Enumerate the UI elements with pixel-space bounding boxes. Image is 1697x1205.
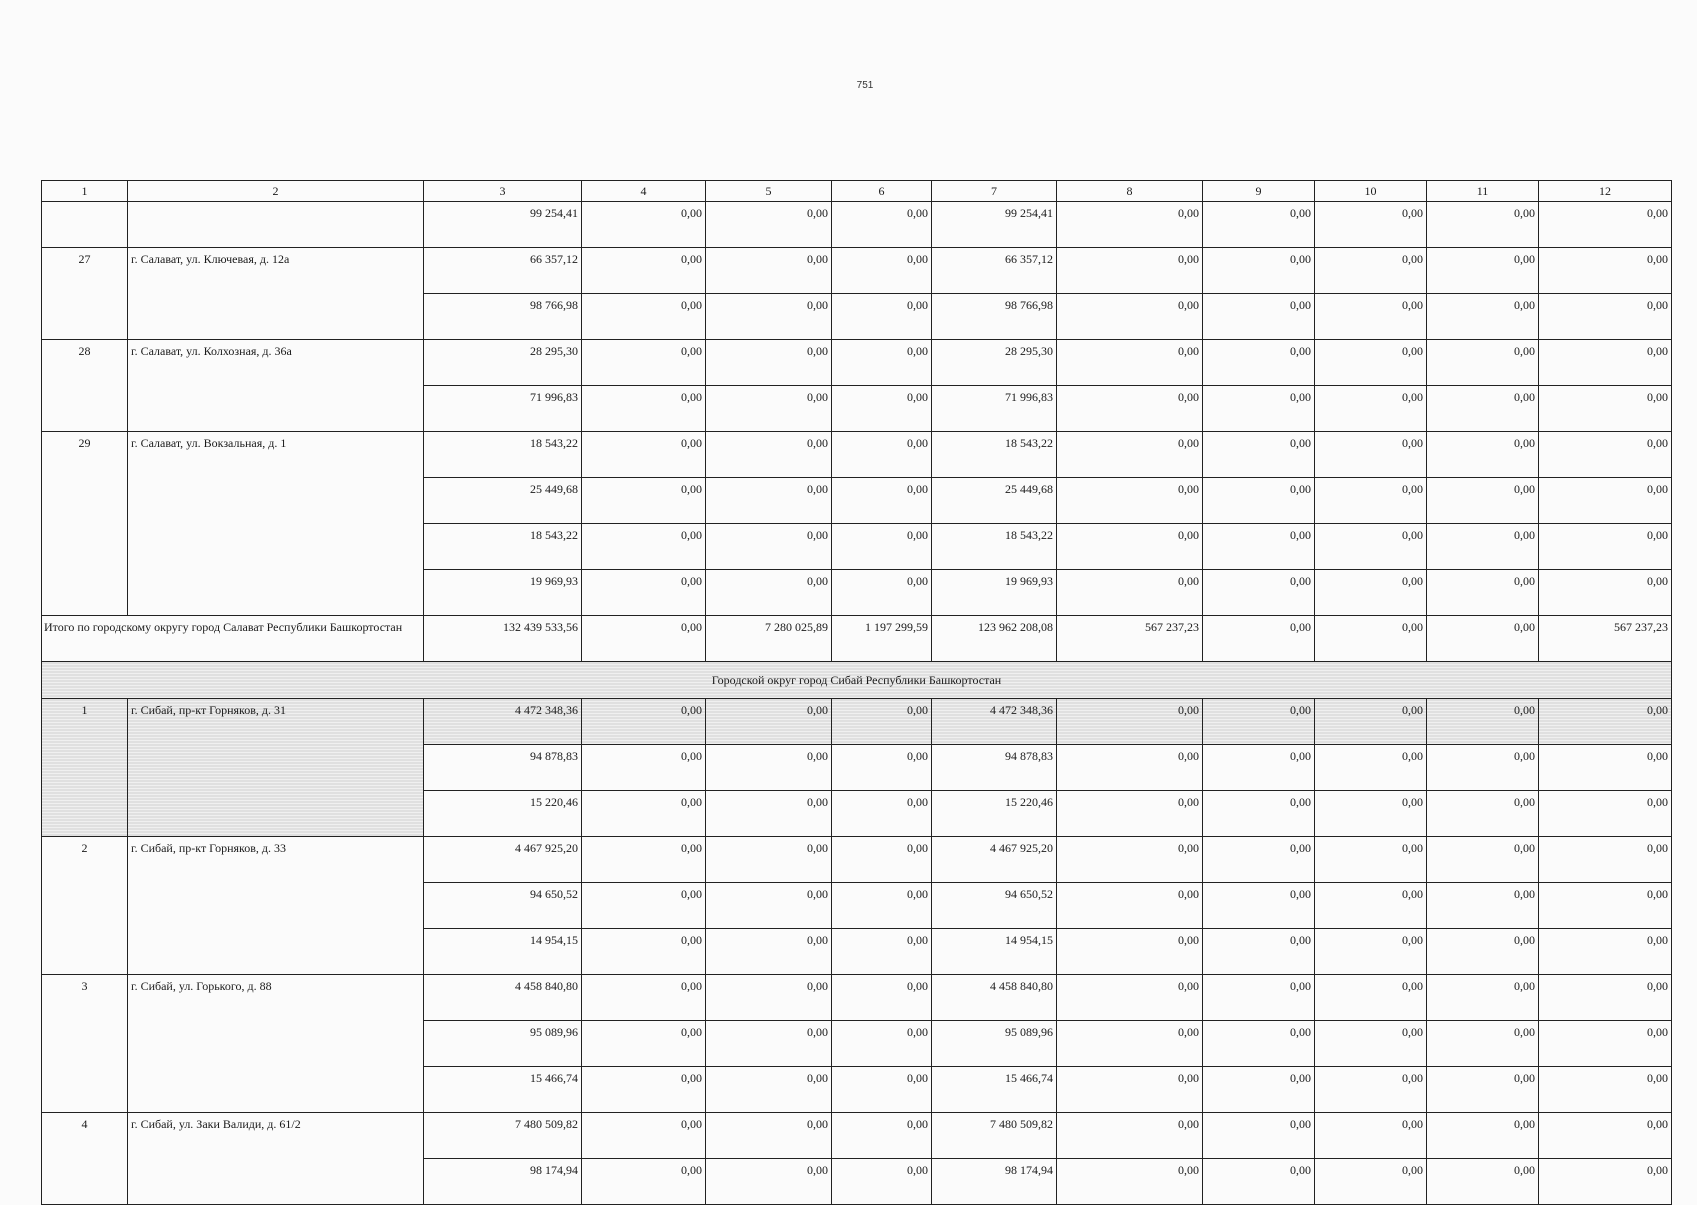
row-number: 1 bbox=[42, 699, 128, 837]
amount-cell: 0,00 bbox=[1203, 524, 1315, 570]
amount-cell: 0,00 bbox=[1057, 975, 1203, 1021]
column-header: 11 bbox=[1427, 181, 1539, 202]
amount-cell: 0,00 bbox=[1057, 1021, 1203, 1067]
column-header: 7 bbox=[932, 181, 1057, 202]
amount-cell: 0,00 bbox=[1315, 883, 1427, 929]
amount-cell: 15 466,74 bbox=[932, 1067, 1057, 1113]
amount-cell: 0,00 bbox=[1315, 745, 1427, 791]
address-cell bbox=[128, 202, 424, 248]
amount-cell: 0,00 bbox=[1427, 1067, 1539, 1113]
page-number: 751 bbox=[856, 80, 874, 91]
amount-cell: 0,00 bbox=[1315, 616, 1427, 662]
amount-cell: 99 254,41 bbox=[424, 202, 582, 248]
amount-cell: 0,00 bbox=[1203, 248, 1315, 294]
amount-cell: 0,00 bbox=[1315, 1021, 1427, 1067]
amount-cell: 71 996,83 bbox=[932, 386, 1057, 432]
amount-cell: 0,00 bbox=[582, 975, 706, 1021]
amount-cell: 0,00 bbox=[1539, 975, 1672, 1021]
amount-cell: 0,00 bbox=[706, 524, 832, 570]
row-number: 2 bbox=[42, 837, 128, 975]
amount-cell: 0,00 bbox=[1203, 294, 1315, 340]
amount-cell: 0,00 bbox=[832, 478, 932, 524]
amount-cell: 66 357,12 bbox=[932, 248, 1057, 294]
amount-cell: 0,00 bbox=[832, 929, 932, 975]
amount-cell: 19 969,93 bbox=[932, 570, 1057, 616]
amount-cell: 0,00 bbox=[1203, 1067, 1315, 1113]
amount-cell: 0,00 bbox=[1315, 432, 1427, 478]
row-number: 4 bbox=[42, 1113, 128, 1205]
amount-cell: 18 543,22 bbox=[424, 432, 582, 478]
amount-cell: 0,00 bbox=[1315, 340, 1427, 386]
column-header: 2 bbox=[128, 181, 424, 202]
amount-cell: 25 449,68 bbox=[424, 478, 582, 524]
amount-cell: 0,00 bbox=[1315, 929, 1427, 975]
amount-cell: 123 962 208,08 bbox=[932, 616, 1057, 662]
amount-cell: 0,00 bbox=[582, 745, 706, 791]
amount-cell: 28 295,30 bbox=[424, 340, 582, 386]
amount-cell: 0,00 bbox=[706, 340, 832, 386]
amount-cell: 0,00 bbox=[1539, 883, 1672, 929]
amount-cell: 0,00 bbox=[1057, 699, 1203, 745]
row-number: 27 bbox=[42, 248, 128, 340]
amount-cell: 0,00 bbox=[832, 1113, 932, 1159]
amount-cell: 0,00 bbox=[1315, 1113, 1427, 1159]
amount-cell: 0,00 bbox=[1539, 570, 1672, 616]
row-number: 29 bbox=[42, 432, 128, 616]
amount-cell: 0,00 bbox=[832, 248, 932, 294]
amount-cell: 0,00 bbox=[1539, 432, 1672, 478]
amount-cell: 0,00 bbox=[832, 524, 932, 570]
amount-cell: 95 089,96 bbox=[932, 1021, 1057, 1067]
amount-cell: 0,00 bbox=[706, 699, 832, 745]
amount-cell: 0,00 bbox=[1203, 745, 1315, 791]
address-cell: г. Сибай, ул. Горького, д. 88 bbox=[128, 975, 424, 1113]
amount-cell: 0,00 bbox=[706, 883, 832, 929]
amount-cell: 0,00 bbox=[1057, 1113, 1203, 1159]
amount-cell: 0,00 bbox=[1057, 524, 1203, 570]
amount-cell: 14 954,15 bbox=[424, 929, 582, 975]
amount-cell: 0,00 bbox=[1315, 791, 1427, 837]
amount-cell: 4 467 925,20 bbox=[424, 837, 582, 883]
amount-cell: 19 969,93 bbox=[424, 570, 582, 616]
amount-cell: 0,00 bbox=[582, 1021, 706, 1067]
amount-cell: 0,00 bbox=[832, 699, 932, 745]
amount-cell: 0,00 bbox=[832, 1021, 932, 1067]
amount-cell: 0,00 bbox=[1539, 294, 1672, 340]
amount-cell: 0,00 bbox=[1427, 745, 1539, 791]
amount-cell: 0,00 bbox=[582, 1113, 706, 1159]
address-cell: г. Салават, ул. Вокзальная, д. 1 bbox=[128, 432, 424, 616]
table-row bbox=[42, 975, 1672, 1021]
table-row bbox=[42, 1113, 1672, 1159]
column-header: 8 bbox=[1057, 181, 1203, 202]
amount-cell: 0,00 bbox=[1203, 616, 1315, 662]
amount-cell: 0,00 bbox=[582, 294, 706, 340]
amount-cell: 99 254,41 bbox=[932, 202, 1057, 248]
amount-cell: 0,00 bbox=[1427, 294, 1539, 340]
amount-cell: 15 220,46 bbox=[424, 791, 582, 837]
amount-cell: 4 472 348,36 bbox=[424, 699, 582, 745]
amount-cell: 0,00 bbox=[582, 432, 706, 478]
amount-cell: 132 439 533,56 bbox=[424, 616, 582, 662]
column-header: 5 bbox=[706, 181, 832, 202]
amount-cell: 0,00 bbox=[1203, 570, 1315, 616]
amount-cell: 0,00 bbox=[1057, 1067, 1203, 1113]
amount-cell: 0,00 bbox=[706, 791, 832, 837]
amount-cell: 0,00 bbox=[582, 1067, 706, 1113]
amount-cell: 0,00 bbox=[1427, 478, 1539, 524]
section-title: Городской округ город Сибай Республики Башкортостан bbox=[42, 662, 1672, 699]
amount-cell: 0,00 bbox=[1057, 1159, 1203, 1205]
amount-cell: 25 449,68 bbox=[932, 478, 1057, 524]
amount-cell: 94 650,52 bbox=[424, 883, 582, 929]
amount-cell: 0,00 bbox=[706, 294, 832, 340]
amount-cell: 15 220,46 bbox=[932, 791, 1057, 837]
amount-cell: 0,00 bbox=[1427, 837, 1539, 883]
amount-cell: 0,00 bbox=[832, 570, 932, 616]
amount-cell: 0,00 bbox=[1315, 524, 1427, 570]
amount-cell: 0,00 bbox=[706, 432, 832, 478]
amount-cell: 0,00 bbox=[1427, 432, 1539, 478]
amount-cell: 0,00 bbox=[1427, 975, 1539, 1021]
address-cell: г. Сибай, пр-кт Горняков, д. 33 bbox=[128, 837, 424, 975]
amount-cell: 0,00 bbox=[1315, 478, 1427, 524]
amount-cell: 0,00 bbox=[1057, 883, 1203, 929]
amount-cell: 0,00 bbox=[832, 837, 932, 883]
table-row bbox=[42, 432, 1672, 478]
amount-cell: 66 357,12 bbox=[424, 248, 582, 294]
amount-cell: 18 543,22 bbox=[932, 432, 1057, 478]
amount-cell: 0,00 bbox=[1539, 791, 1672, 837]
amount-cell: 0,00 bbox=[1427, 524, 1539, 570]
amount-cell: 4 458 840,80 bbox=[424, 975, 582, 1021]
amount-cell: 0,00 bbox=[1427, 699, 1539, 745]
amount-cell: 0,00 bbox=[582, 478, 706, 524]
amount-cell: 0,00 bbox=[1539, 1113, 1672, 1159]
amount-cell: 0,00 bbox=[706, 248, 832, 294]
amount-cell: 94 878,83 bbox=[932, 745, 1057, 791]
amount-cell: 14 954,15 bbox=[932, 929, 1057, 975]
amount-cell: 0,00 bbox=[1057, 570, 1203, 616]
amount-cell: 0,00 bbox=[832, 432, 932, 478]
amount-cell: 18 543,22 bbox=[932, 524, 1057, 570]
amount-cell: 98 174,94 bbox=[932, 1159, 1057, 1205]
address-cell: г. Салават, ул. Ключевая, д. 12а bbox=[128, 248, 424, 340]
amount-cell: 0,00 bbox=[1539, 837, 1672, 883]
amount-cell: 0,00 bbox=[1427, 570, 1539, 616]
amount-cell: 0,00 bbox=[1539, 386, 1672, 432]
amount-cell: 0,00 bbox=[582, 1159, 706, 1205]
amount-cell: 0,00 bbox=[1315, 294, 1427, 340]
amount-cell: 0,00 bbox=[706, 570, 832, 616]
amount-cell: 0,00 bbox=[1315, 248, 1427, 294]
amount-cell: 0,00 bbox=[1203, 202, 1315, 248]
amount-cell: 0,00 bbox=[706, 975, 832, 1021]
amount-cell: 94 650,52 bbox=[932, 883, 1057, 929]
amount-cell: 0,00 bbox=[832, 975, 932, 1021]
amount-cell: 0,00 bbox=[1427, 791, 1539, 837]
amount-cell: 0,00 bbox=[1057, 294, 1203, 340]
row-number bbox=[42, 202, 128, 248]
amount-cell: 0,00 bbox=[706, 1021, 832, 1067]
amount-cell: 0,00 bbox=[1203, 699, 1315, 745]
amount-cell: 0,00 bbox=[1427, 340, 1539, 386]
amount-cell: 0,00 bbox=[1057, 340, 1203, 386]
amount-cell: 0,00 bbox=[706, 1067, 832, 1113]
amount-cell: 0,00 bbox=[1427, 386, 1539, 432]
table-row bbox=[42, 837, 1672, 883]
amount-cell: 567 237,23 bbox=[1057, 616, 1203, 662]
amount-cell: 0,00 bbox=[582, 616, 706, 662]
amount-cell: 0,00 bbox=[1203, 975, 1315, 1021]
table-row bbox=[42, 248, 1672, 294]
amount-cell: 28 295,30 bbox=[932, 340, 1057, 386]
capital-repair-table bbox=[41, 180, 1672, 1205]
table-row bbox=[42, 699, 1672, 745]
amount-cell: 0,00 bbox=[832, 883, 932, 929]
amount-cell: 0,00 bbox=[706, 202, 832, 248]
amount-cell: 0,00 bbox=[1203, 1113, 1315, 1159]
amount-cell: 0,00 bbox=[1315, 699, 1427, 745]
amount-cell: 0,00 bbox=[1203, 432, 1315, 478]
amount-cell: 98 174,94 bbox=[424, 1159, 582, 1205]
address-cell: г. Салават, ул. Колхозная, д. 36а bbox=[128, 340, 424, 432]
amount-cell: 0,00 bbox=[1315, 386, 1427, 432]
table-row bbox=[42, 340, 1672, 386]
amount-cell: 15 466,74 bbox=[424, 1067, 582, 1113]
amount-cell: 0,00 bbox=[1427, 1159, 1539, 1205]
column-header: 10 bbox=[1315, 181, 1427, 202]
amount-cell: 0,00 bbox=[1315, 1067, 1427, 1113]
amount-cell: 7 480 509,82 bbox=[424, 1113, 582, 1159]
amount-cell: 0,00 bbox=[706, 386, 832, 432]
amount-cell: 0,00 bbox=[582, 699, 706, 745]
amount-cell: 0,00 bbox=[582, 837, 706, 883]
amount-cell: 0,00 bbox=[1057, 202, 1203, 248]
amount-cell: 0,00 bbox=[582, 570, 706, 616]
amount-cell: 0,00 bbox=[706, 745, 832, 791]
amount-cell: 0,00 bbox=[1539, 699, 1672, 745]
amount-cell: 0,00 bbox=[1539, 524, 1672, 570]
amount-cell: 0,00 bbox=[1057, 929, 1203, 975]
amount-cell: 0,00 bbox=[1057, 745, 1203, 791]
amount-cell: 0,00 bbox=[1203, 478, 1315, 524]
amount-cell: 0,00 bbox=[582, 929, 706, 975]
amount-cell: 95 089,96 bbox=[424, 1021, 582, 1067]
amount-cell: 0,00 bbox=[1057, 432, 1203, 478]
amount-cell: 0,00 bbox=[1057, 837, 1203, 883]
row-number: 3 bbox=[42, 975, 128, 1113]
amount-cell: 0,00 bbox=[1539, 745, 1672, 791]
column-header: 3 bbox=[424, 181, 582, 202]
amount-cell: 0,00 bbox=[1539, 929, 1672, 975]
amount-cell: 0,00 bbox=[1057, 478, 1203, 524]
amount-cell: 0,00 bbox=[1315, 1159, 1427, 1205]
amount-cell: 0,00 bbox=[1427, 1113, 1539, 1159]
amount-cell: 0,00 bbox=[706, 837, 832, 883]
amount-cell: 0,00 bbox=[1315, 975, 1427, 1021]
amount-cell: 0,00 bbox=[832, 202, 932, 248]
amount-cell: 18 543,22 bbox=[424, 524, 582, 570]
amount-cell: 0,00 bbox=[1315, 570, 1427, 616]
address-cell: г. Сибай, ул. Заки Валиди, д. 61/2 bbox=[128, 1113, 424, 1205]
amount-cell: 0,00 bbox=[1427, 929, 1539, 975]
amount-cell: 0,00 bbox=[1203, 386, 1315, 432]
amount-cell: 0,00 bbox=[832, 791, 932, 837]
amount-cell: 0,00 bbox=[1427, 1021, 1539, 1067]
amount-cell: 0,00 bbox=[1203, 340, 1315, 386]
amount-cell: 0,00 bbox=[832, 745, 932, 791]
amount-cell: 0,00 bbox=[832, 294, 932, 340]
amount-cell: 0,00 bbox=[706, 929, 832, 975]
amount-cell: 0,00 bbox=[1203, 837, 1315, 883]
amount-cell: 0,00 bbox=[832, 340, 932, 386]
amount-cell: 0,00 bbox=[582, 340, 706, 386]
amount-cell: 0,00 bbox=[1203, 1021, 1315, 1067]
address-cell: г. Сибай, пр-кт Горняков, д. 31 bbox=[128, 699, 424, 837]
amount-cell: 98 766,98 bbox=[424, 294, 582, 340]
amount-cell: 0,00 bbox=[1539, 1021, 1672, 1067]
column-header: 12 bbox=[1539, 181, 1672, 202]
column-header: 9 bbox=[1203, 181, 1315, 202]
amount-cell: 0,00 bbox=[1057, 386, 1203, 432]
amount-cell: 0,00 bbox=[1539, 1159, 1672, 1205]
amount-cell: 7 480 509,82 bbox=[932, 1113, 1057, 1159]
column-header-row bbox=[42, 181, 1672, 202]
amount-cell: 0,00 bbox=[1427, 616, 1539, 662]
amount-cell: 4 472 348,36 bbox=[932, 699, 1057, 745]
row-number: 28 bbox=[42, 340, 128, 432]
amount-cell: 0,00 bbox=[1203, 929, 1315, 975]
column-header: 4 bbox=[582, 181, 706, 202]
amount-cell: 0,00 bbox=[706, 478, 832, 524]
amount-cell: 0,00 bbox=[1539, 202, 1672, 248]
amount-cell: 4 467 925,20 bbox=[932, 837, 1057, 883]
section-row bbox=[42, 662, 1672, 699]
amount-cell: 0,00 bbox=[1057, 791, 1203, 837]
amount-cell: 0,00 bbox=[1427, 883, 1539, 929]
amount-cell: 4 458 840,80 bbox=[932, 975, 1057, 1021]
amount-cell: 0,00 bbox=[1203, 1159, 1315, 1205]
amount-cell: 0,00 bbox=[832, 1067, 932, 1113]
amount-cell: 0,00 bbox=[582, 883, 706, 929]
amount-cell: 0,00 bbox=[582, 248, 706, 294]
column-header: 1 bbox=[42, 181, 128, 202]
column-header: 6 bbox=[832, 181, 932, 202]
amount-cell: 0,00 bbox=[582, 524, 706, 570]
amount-cell: 0,00 bbox=[1427, 248, 1539, 294]
amount-cell: 0,00 bbox=[582, 791, 706, 837]
amount-cell: 0,00 bbox=[1315, 202, 1427, 248]
total-row bbox=[42, 616, 1672, 662]
amount-cell: 0,00 bbox=[1203, 791, 1315, 837]
table-row bbox=[42, 202, 1672, 248]
amount-cell: 0,00 bbox=[582, 386, 706, 432]
amount-cell: 0,00 bbox=[1539, 1067, 1672, 1113]
amount-cell: 0,00 bbox=[1539, 248, 1672, 294]
amount-cell: 0,00 bbox=[1057, 248, 1203, 294]
amount-cell: 0,00 bbox=[706, 1159, 832, 1205]
amount-cell: 0,00 bbox=[1427, 202, 1539, 248]
amount-cell: 0,00 bbox=[1315, 837, 1427, 883]
amount-cell: 94 878,83 bbox=[424, 745, 582, 791]
amount-cell: 0,00 bbox=[706, 1113, 832, 1159]
amount-cell: 0,00 bbox=[582, 202, 706, 248]
amount-cell: 0,00 bbox=[832, 386, 932, 432]
amount-cell: 0,00 bbox=[1539, 478, 1672, 524]
total-label: Итого по городскому округу город Салават Республики Башкортостан bbox=[42, 616, 424, 662]
amount-cell: 71 996,83 bbox=[424, 386, 582, 432]
amount-cell: 0,00 bbox=[1539, 340, 1672, 386]
amount-cell: 0,00 bbox=[1203, 883, 1315, 929]
amount-cell: 567 237,23 bbox=[1539, 616, 1672, 662]
amount-cell: 0,00 bbox=[832, 1159, 932, 1205]
amount-cell: 1 197 299,59 bbox=[832, 616, 932, 662]
amount-cell: 98 766,98 bbox=[932, 294, 1057, 340]
amount-cell: 7 280 025,89 bbox=[706, 616, 832, 662]
